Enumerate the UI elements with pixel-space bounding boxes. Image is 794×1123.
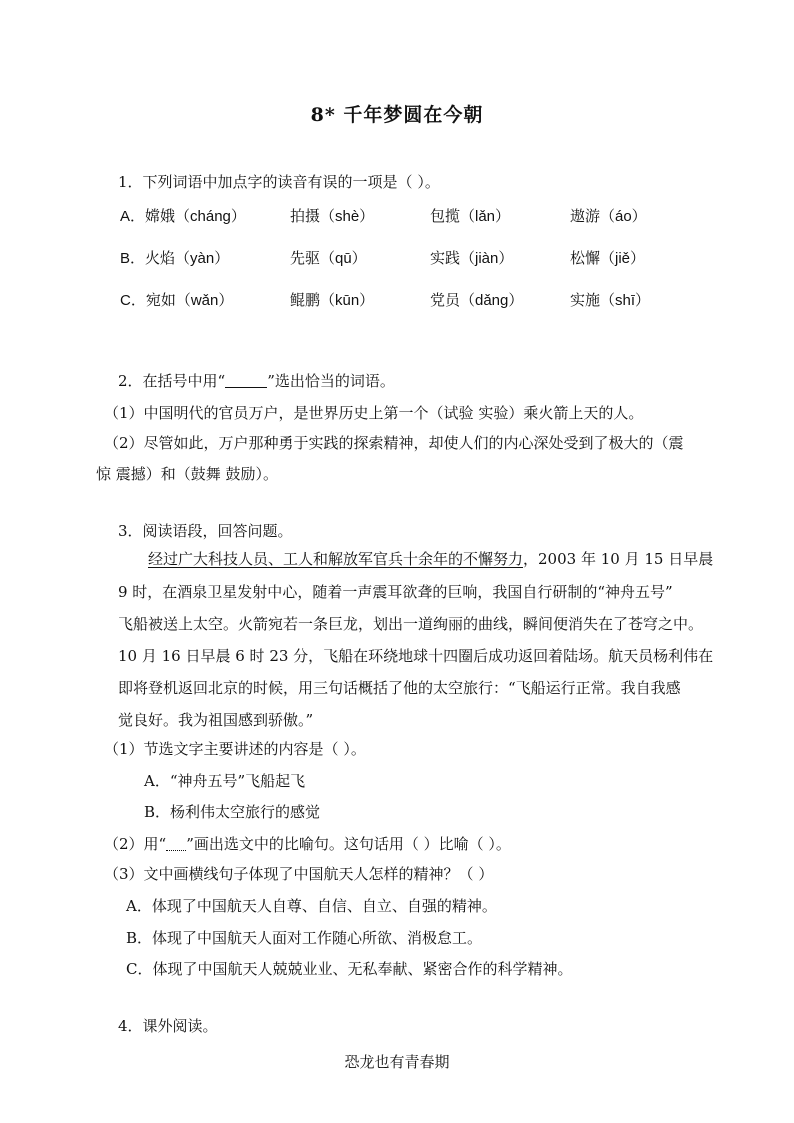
q1-option-b-1: B．火焰（yàn） — [120, 250, 230, 267]
q3-sub-3-option-c: C．体现了中国航天人兢兢业业、无私奉献、紧密合作的科学精神。 — [126, 960, 573, 978]
q3-passage-line-4: 10 月 16 日早晨 6 时 23 分，飞船在环绕地球十四圈后成功返回着陆场。航天员杨利伟在 — [118, 647, 714, 665]
q1-option-c-3: 党员（dǎng） — [430, 292, 524, 309]
wavy-line-mark-sample — [166, 838, 186, 851]
q3-passage-line-1 — [148, 548, 713, 569]
q3-sub-2 — [104, 833, 511, 854]
q3-sub-3-option-a: A．体现了中国航天人自尊、自信、自立、自强的精神。 — [126, 897, 497, 915]
q1-option-a-3: 包揽（lǎn） — [430, 208, 511, 225]
q4-reading-title: 恐龙也有青春期 — [344, 1053, 450, 1071]
q1-option-c-2: 鲲鹏（kūn） — [290, 292, 375, 309]
q3-sub-1-option-b: B．杨利伟太空旅行的感觉 — [144, 803, 321, 821]
q1-stem: 1．下列词语中加点字的读音有误的一项是（ ）。 — [118, 173, 440, 191]
page-title: 8* 千年梦圆在今朝 — [310, 104, 484, 126]
q3-passage-line-3: 飞船被送上太空。火箭宛若一条巨龙，划出一道绚丽的曲线，瞬间便消失在了苍穹之中。 — [118, 615, 704, 633]
q2-sentence-2-line-1: （2）尽管如此，万户那种勇于实践的探索精神，却使人们的内心深处受到了极大的（震 — [104, 434, 684, 452]
q1-option-a-2: 拍摄（shè） — [290, 208, 375, 225]
q4-stem: 4．课外阅读。 — [118, 1017, 218, 1035]
q2-stem — [118, 370, 395, 391]
q3-sub-3: （3）文中画横线句子体现了中国航天人怎样的精神？（ ） — [104, 865, 494, 883]
q1-option-a-1: A．嫦娥（cháng） — [120, 208, 246, 225]
q3-underlined-sentence: 经过广大科技人员、工人和解放军官兵十余年的不懈努力 — [148, 550, 524, 568]
q2-stem-suffix: ”选出恰当的词语。 — [267, 372, 395, 390]
q3-passage-line-6: 觉良好。我为祖国感到骄傲。” — [118, 711, 314, 729]
q2-sentence-2-line-2: 惊 震撼）和（鼓舞 鼓励）。 — [96, 465, 279, 483]
q3-sub-1: （1）节选文字主要讲述的内容是（ ）。 — [104, 740, 366, 758]
q3-passage-line-1-rest: ，2003 年 10 月 15 日早晨 — [523, 550, 714, 568]
q1-option-c-4: 实施（shī） — [570, 292, 651, 309]
q3-sub-3-option-b: B．体现了中国航天人面对工作随心所欲、消极怠工。 — [126, 929, 483, 947]
q1-option-c-1: C．宛如（wǎn） — [120, 292, 234, 309]
underline-mark-sample — [225, 373, 267, 388]
q1-option-b-3: 实践（jiàn） — [430, 250, 514, 267]
q1-option-a-4: 遨游（áo） — [570, 208, 647, 225]
q3-passage-line-5: 即将登机返回北京的时候，用三句话概括了他的太空旅行：“飞船运行正常。我自我感 — [118, 679, 681, 697]
q3-sub-1-option-a: A．“神舟五号”飞船起飞 — [144, 772, 306, 790]
q3-sub-2-suffix: ”画出选文中的比喻句。这句话用（ ）比喻（ ）。 — [186, 835, 511, 853]
q3-sub-2-prefix: （2）用“ — [104, 835, 167, 853]
q3-stem: 3．阅读语段，回答问题。 — [118, 522, 293, 540]
q1-option-b-2: 先驱（qū） — [290, 250, 367, 267]
q3-passage-line-2: 9 时，在酒泉卫星发射中心，随着一声震耳欲聋的巨响，我国自行研制的“神舟五号” — [118, 583, 673, 601]
q1-option-b-4: 松懈（jiě） — [570, 250, 646, 267]
q2-stem-prefix: 2．在括号中用“ — [118, 372, 226, 390]
q2-sentence-1: （1）中国明代的官员万户，是世界历史上第一个（试验 实验）乘火箭上天的人。 — [104, 404, 644, 422]
